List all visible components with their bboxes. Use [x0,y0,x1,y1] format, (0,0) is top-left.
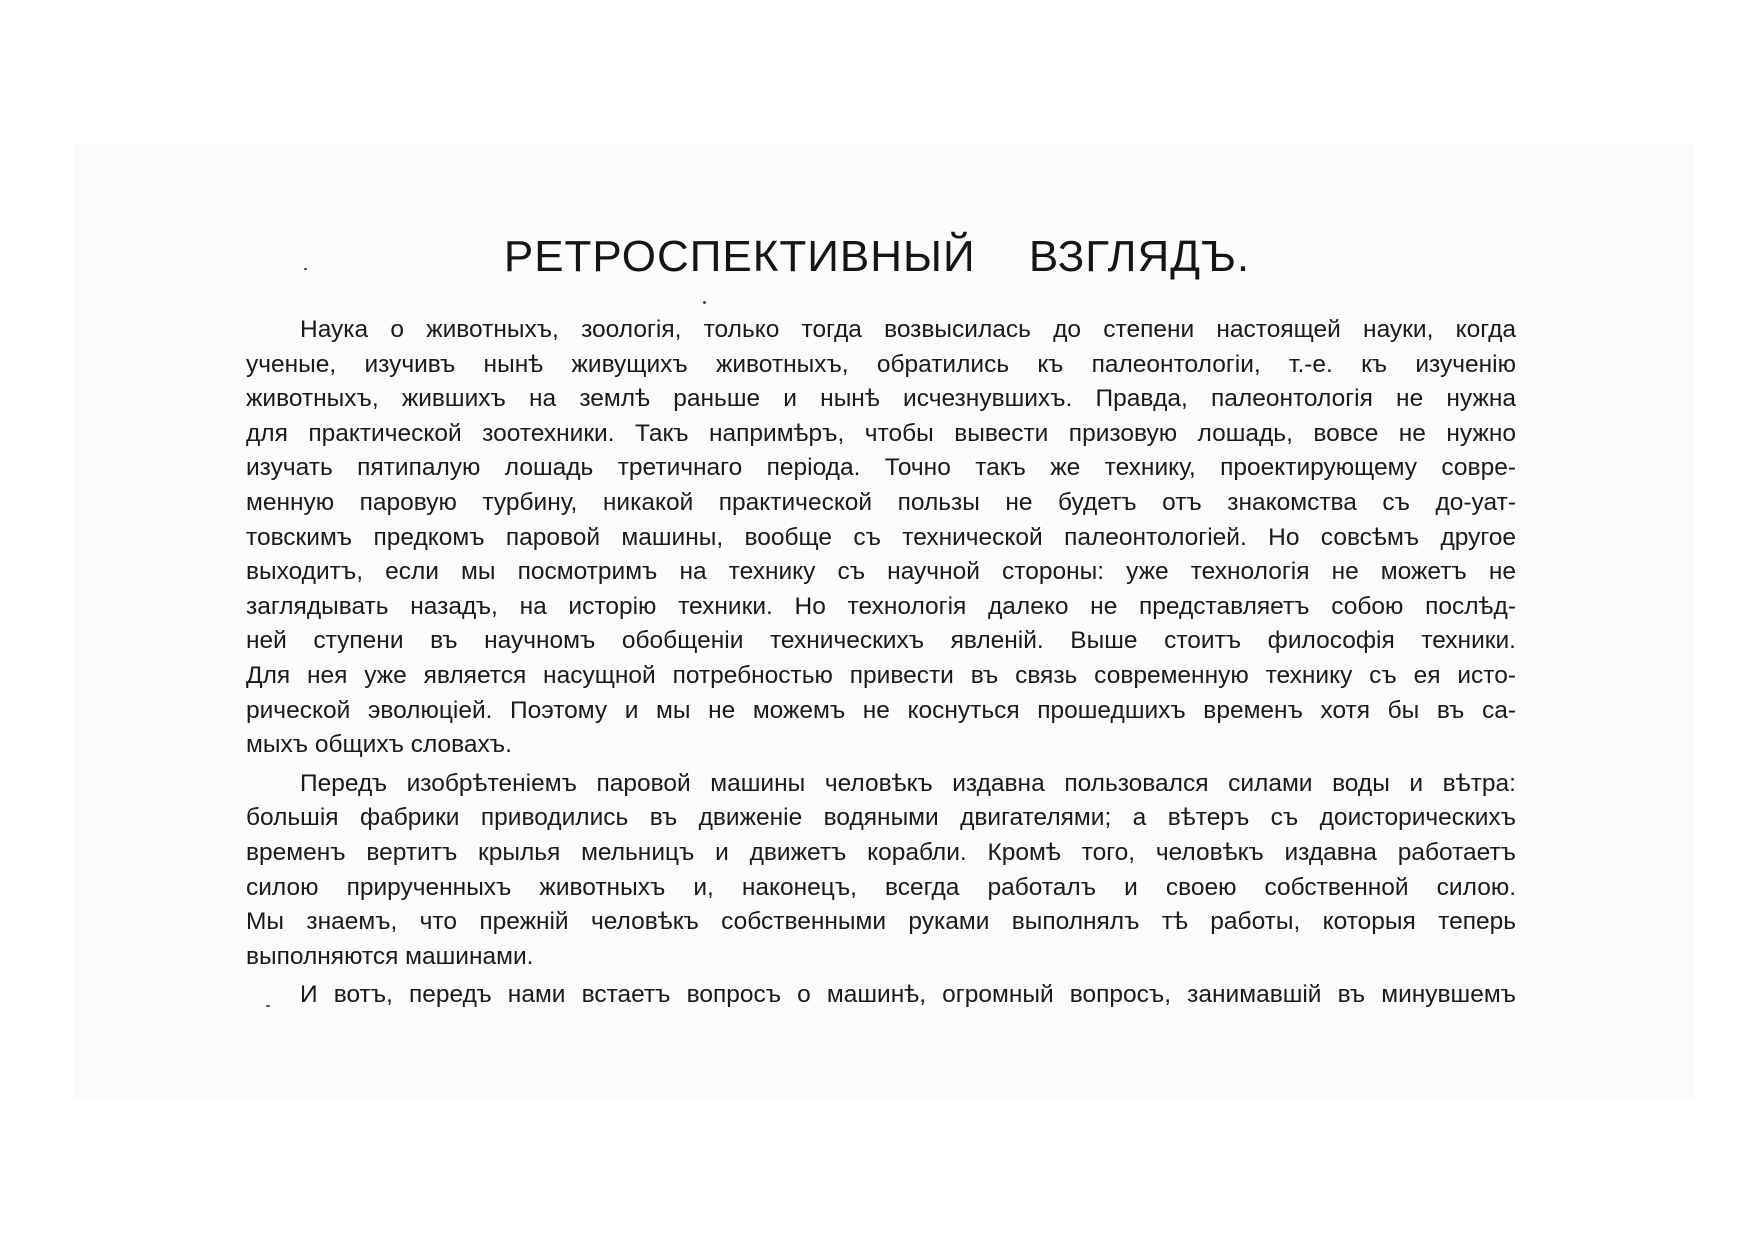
text-line: Наука о животныхъ, зоологія, только тогда возвысилась до степени настоящей науки, когда [300,316,1516,343]
text-line: временъ вертитъ крылья мельницъ и движетъ корабли. Кромѣ того, человѣкъ издавна работаетъ [246,838,1516,866]
text-line: Для нея уже является насущной потребностью привести въ связь современную технику съ ея исто- [246,661,1516,689]
text-line: выполняются машинами. [246,942,534,970]
text-line: силою прирученныхъ животныхъ и, наконецъ, всегда работалъ и своею собственной силою. [246,873,1516,901]
text-line: И вотъ, передъ нами встаетъ вопросъ о машинѣ, огромный вопросъ, занимавшій въ минувшемъ [300,981,1516,1009]
paragraph-1 [246,313,1516,763]
scan-speck [266,1005,270,1007]
text-line: менную паровую турбину, никакой практической пользы не будетъ отъ знакомства съ до-уат- [246,488,1516,516]
scan-speck [304,268,307,270]
text-line: ней ступени въ научномъ обобщеніи техническихъ явленій. Выше стоитъ философія техники. [246,627,1516,655]
page-title: РЕТРОСПЕКТИВНЫЙ ВЗГЛЯДЪ. [503,232,1251,281]
text-line: ученые, изучивъ нынѣ живущихъ животныхъ, обратились къ палеонтологіи, т.-е. къ изученію [246,350,1516,378]
text-line: Мы знаемъ, что прежній человѣкъ собственными руками выполнялъ тѣ работы, которыя теперь [246,908,1516,936]
text-line: мыхъ общихъ словахъ. [246,731,512,759]
text-line: товскимъ предкомъ паровой машины, вообще съ технической палеонтологіей. Но совсѣмъ другое [246,523,1516,551]
text-line: животныхъ, жившихъ на землѣ раньше и нынѣ исчезнувшихъ. Правда, палеонтологія не нужна [246,385,1516,413]
text-line: изучать пятипалую лошадь третичнаго періода. Точно такъ же технику, проектирующему совре- [246,454,1516,482]
text-line: рической эволюціей. Поэтому и мы не можемъ не коснуться прошедшихъ временъ хотя бы въ са- [246,696,1516,724]
text-line: большія фабрики приводились въ движеніе водяными двигателями; а вѣтеръ съ доисторическихъ [246,804,1516,832]
text-line: заглядывать назадъ, на исторію техники. Но технологія далеко не представляетъ собою послѣд- [246,592,1516,620]
text-line: выходитъ, если мы посмотримъ на технику съ научной стороны: уже технологія не можетъ не [246,558,1516,586]
text-line: Передъ изобрѣтеніемъ паровой машины человѣкъ издавна пользовался силами воды и вѣтра: [300,769,1516,797]
text-line: для практической зоотехники. Такъ напримѣръ, чтобы вывести призовую лошадь, вовсе не нужно [246,419,1516,447]
paragraph-2 [246,767,1516,975]
scan-speck [703,301,706,304]
body-text [246,313,1516,1013]
paragraph-3 [246,978,1516,1013]
